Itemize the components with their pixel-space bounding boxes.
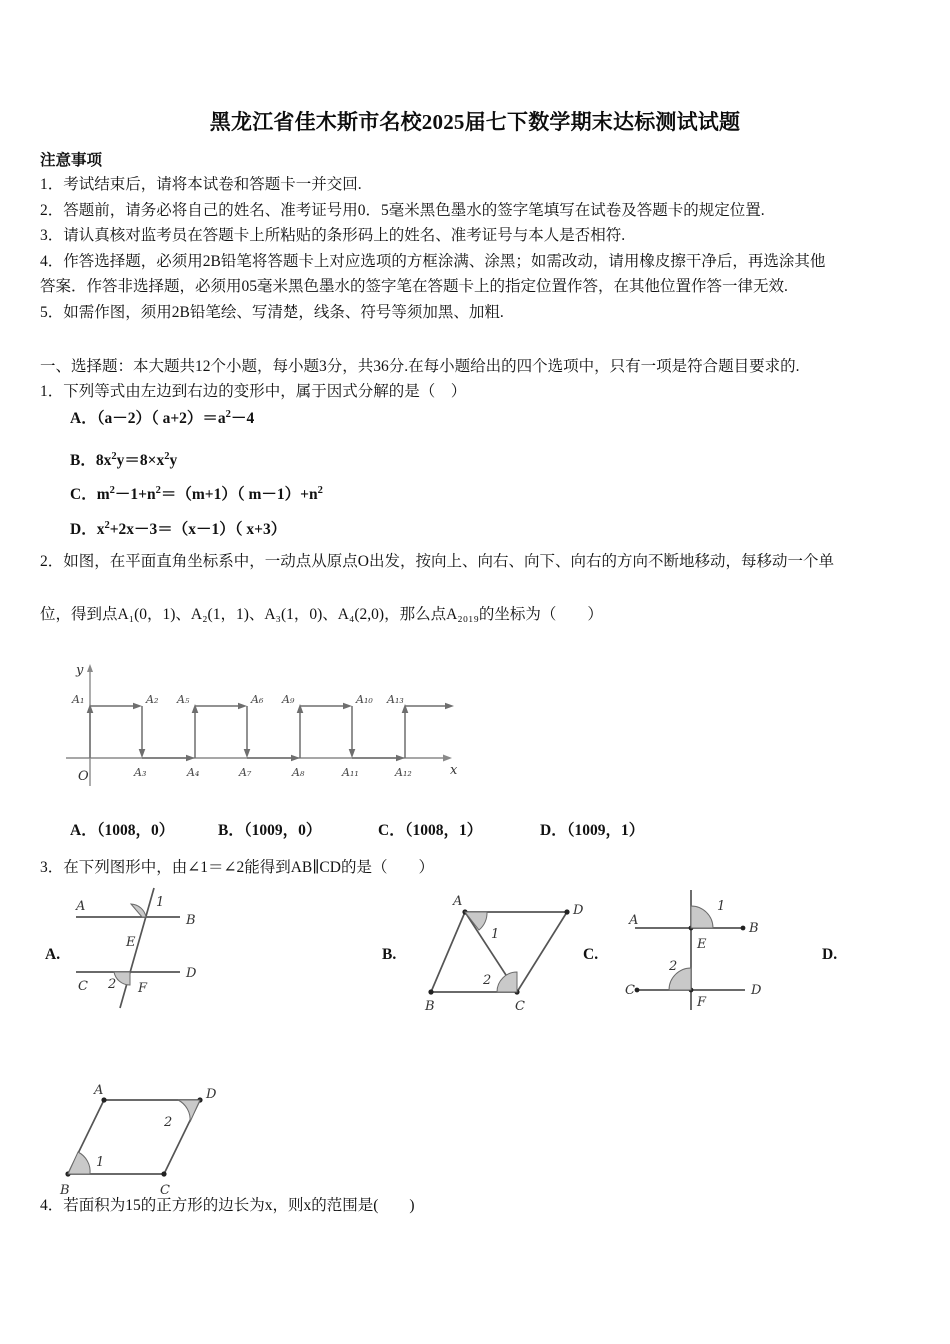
vertex-label-c: C <box>515 999 525 1014</box>
question-2-option-c <box>378 818 482 840</box>
option-text: （1008，1） <box>404 822 483 839</box>
arrow-a8 <box>291 755 300 762</box>
vertex-label-d: D <box>186 966 197 981</box>
vertex-dot-a <box>101 1097 106 1102</box>
endpoint-dot-c <box>635 988 640 993</box>
stem-middle: 那么点 <box>399 606 447 623</box>
question-2-stem-line1 <box>40 549 920 574</box>
option-label: A． <box>70 410 97 427</box>
origin-label: O <box>78 769 89 784</box>
vertex-label-b: B <box>749 921 759 936</box>
angle-1-arc <box>131 904 146 917</box>
side-ab <box>431 912 465 992</box>
arrow-a2 <box>133 703 142 710</box>
option-label: B． <box>70 452 96 469</box>
vertex-label-c: C <box>625 983 635 998</box>
angle-label-2: 2 <box>669 959 678 974</box>
arrow-a12 <box>396 755 405 762</box>
point-label-a6: A₆ <box>251 693 264 706</box>
endpoint-dot-b <box>741 926 746 931</box>
arrow-a6 <box>238 703 247 710</box>
angle-label-2: 2 <box>108 977 117 992</box>
option-text: （a－2）（ $a+2)=a^2-4$ <box>96 408 255 427</box>
point-label-a1: A₁ <box>72 693 85 706</box>
question-3-figure-d <box>60 1082 250 1202</box>
angle-1-arc <box>691 906 713 928</box>
vertex-label-a: A <box>76 899 86 914</box>
point-label-a9: A₉ <box>282 693 295 706</box>
vertex-label-b: B <box>186 913 196 928</box>
question-2-option-d <box>540 818 644 840</box>
vertex-dot-c <box>161 1171 166 1176</box>
angle-1-arc <box>465 912 487 930</box>
option-text: $x^2+2x-3=(x-1)$（ x+3） <box>96 519 287 538</box>
question-number: 3． <box>40 859 64 876</box>
vertex-label-c: C <box>160 1183 170 1198</box>
arrow-a7 <box>244 749 251 758</box>
stem-prefix: 位，得到点 <box>40 606 118 623</box>
question-3-figure-c <box>625 882 805 1012</box>
question-text: 如图，在平面直角坐标系中，一动点从原点O出发，按向上、向右、向下、向右的方向不断地移动，每移动一个单 <box>63 553 834 570</box>
option-text: （1009，1） <box>566 822 645 839</box>
angle-1-arc <box>68 1152 90 1174</box>
section-heading: 一、选择题：本大题共12个小题，每小题3分，共36分.在每小题给出的四个选项中，只有一项是符合题目要求的. <box>40 358 800 375</box>
question-text: 若面积为15的正方形的边长为x，则x的范围是( ) <box>63 1197 415 1214</box>
option-text: $8x^2y=8\times x^2y$ <box>95 450 178 469</box>
option-label: C． <box>70 486 97 503</box>
point-label-a10: A₁₀ <box>356 693 373 706</box>
question-1-option-c <box>70 482 323 504</box>
option-label: D． <box>70 521 97 538</box>
point-label-a13: A₁₃ <box>387 693 404 706</box>
option-text: （1008，0） <box>96 822 175 839</box>
angle-label-2: 2 <box>164 1115 173 1130</box>
question-3-option-d-label: D. <box>822 946 838 963</box>
point-label-a8: A₈ <box>292 766 305 779</box>
stem-suffix: 的坐标为（ ） <box>478 606 603 623</box>
angle-2-arc <box>497 972 517 992</box>
arrow-a3 <box>139 749 146 758</box>
arrow-a10 <box>343 703 352 710</box>
vertex-label-b: B <box>425 999 435 1014</box>
option-text: （1009，0） <box>243 822 322 839</box>
vertex-label-f: F <box>697 995 707 1010</box>
question-2-figure <box>62 658 462 798</box>
notice-item: 答案．作答非选择题，必须用05毫米黑色墨水的签字笔在答题卡上的指定位置作答，在其他位置作答一律无效. <box>40 278 788 295</box>
vertex-label-f: F <box>138 981 148 996</box>
side-cd <box>517 912 567 992</box>
point-label-a12: A₁₂ <box>395 766 412 779</box>
y-axis-arrow <box>87 664 93 672</box>
notice-item: 3．请认真核对监考员在答题卡上所粘贴的条形码上的姓名、准考证号与本人是否相符. <box>40 227 626 244</box>
question-3-option-c-label: C. <box>583 946 599 963</box>
angle-label-1: 1 <box>96 1155 105 1170</box>
page-title: 黑龙江省佳木斯市名校2025届七下数学期末达标测试试题 <box>209 110 741 134</box>
question-1-stem <box>40 379 466 404</box>
point-label-a5: A₅ <box>177 693 190 706</box>
question-1-option-d <box>70 517 286 539</box>
vertex-label-c: C <box>78 979 88 994</box>
arrow-a4 <box>186 755 195 762</box>
question-3-figure-a <box>68 884 268 1012</box>
angle-2-arc <box>178 1100 200 1122</box>
option-text: $m^2-1+n^2=(m+1)$（ $m-1)+n^2$ <box>96 484 323 503</box>
vertex-label-a: A <box>94 1083 104 1098</box>
vertex-dot-b <box>428 989 433 994</box>
question-2-option-a <box>70 818 174 840</box>
point-label-a4: A₄ <box>187 766 200 779</box>
y-axis-label: y <box>76 663 84 678</box>
angle-label-2: 2 <box>483 973 492 988</box>
x-axis-arrow <box>443 755 452 762</box>
notice-item: 1．考试结束后，请将本试卷和答题卡一并交回. <box>40 176 362 193</box>
point-label-a3: A₃ <box>134 766 147 779</box>
question-3-figure-b <box>425 890 595 1015</box>
target-point: A₂₀₁₉ <box>446 606 479 623</box>
notice-item: 2．答题前，请务必将自己的姓名、准考证号用0．5毫米黑色墨水的签字笔填写在试卷及答题卡的规定位置. <box>40 201 765 219</box>
notice-item: 5．如需作图，须用2B铅笔绘、写清楚，线条、符号等须加黑、加粗. <box>40 303 504 321</box>
vertex-label-a: A <box>629 913 639 928</box>
option-label: A． <box>70 822 97 839</box>
vertex-label-d: D <box>573 903 584 918</box>
question-2-option-b <box>218 818 321 840</box>
question-4-stem <box>40 1193 415 1218</box>
vertex-label-e: E <box>697 937 707 952</box>
vertex-dot-d <box>564 909 569 914</box>
angle-2-arc <box>114 972 130 985</box>
question-1-option-b <box>70 448 177 470</box>
angle-label-1: 1 <box>156 895 165 910</box>
arrow-next <box>445 703 454 710</box>
vertex-label-e: E <box>126 935 136 950</box>
option-label: C． <box>378 822 405 839</box>
vertex-label-b: B <box>60 1183 70 1198</box>
given-points: A₁(0，1)、A₂(1，1)、A₃(1，0)、A₄(2,0)， <box>117 606 400 623</box>
question-3-stem <box>40 855 434 880</box>
question-number: 4． <box>40 1197 64 1214</box>
question-number: 1． <box>40 383 64 400</box>
angle-label-1: 1 <box>491 927 500 942</box>
question-1-option-a <box>70 406 254 428</box>
vertex-label-a: A <box>453 894 463 909</box>
question-number: 2． <box>40 553 64 570</box>
vertex-label-d: D <box>751 983 762 998</box>
question-2-stem-line2 <box>40 602 920 627</box>
arrow-a11 <box>349 749 356 758</box>
question-3-option-b-label: B. <box>382 946 397 963</box>
option-label: B． <box>218 822 244 839</box>
notice-heading: 注意事项 <box>40 152 103 169</box>
x-axis-label: x <box>450 763 458 778</box>
point-label-a2: A₂ <box>146 693 159 706</box>
notice-list <box>40 172 915 325</box>
point-label-a7: A₇ <box>239 766 252 779</box>
point-label-a11: A₁₁ <box>342 766 359 779</box>
angle-label-1: 1 <box>717 899 726 914</box>
notice-item: 4．作答选择题，必须用2B铅笔将答题卡上对应选项的方框涂满、涂黑；如需改动，请用橡皮擦干净后，再选涂其他 <box>40 252 826 270</box>
option-label: D． <box>540 822 567 839</box>
question-3-option-a-label: A. <box>45 946 61 963</box>
question-text: 在下列图形中，由∠1＝∠2能得到AB∥CD的是（ ） <box>63 859 434 876</box>
vertex-label-d: D <box>206 1087 217 1102</box>
question-text: 下列等式由左边到右边的变形中，属于因式分解的是（ ） <box>63 383 467 400</box>
